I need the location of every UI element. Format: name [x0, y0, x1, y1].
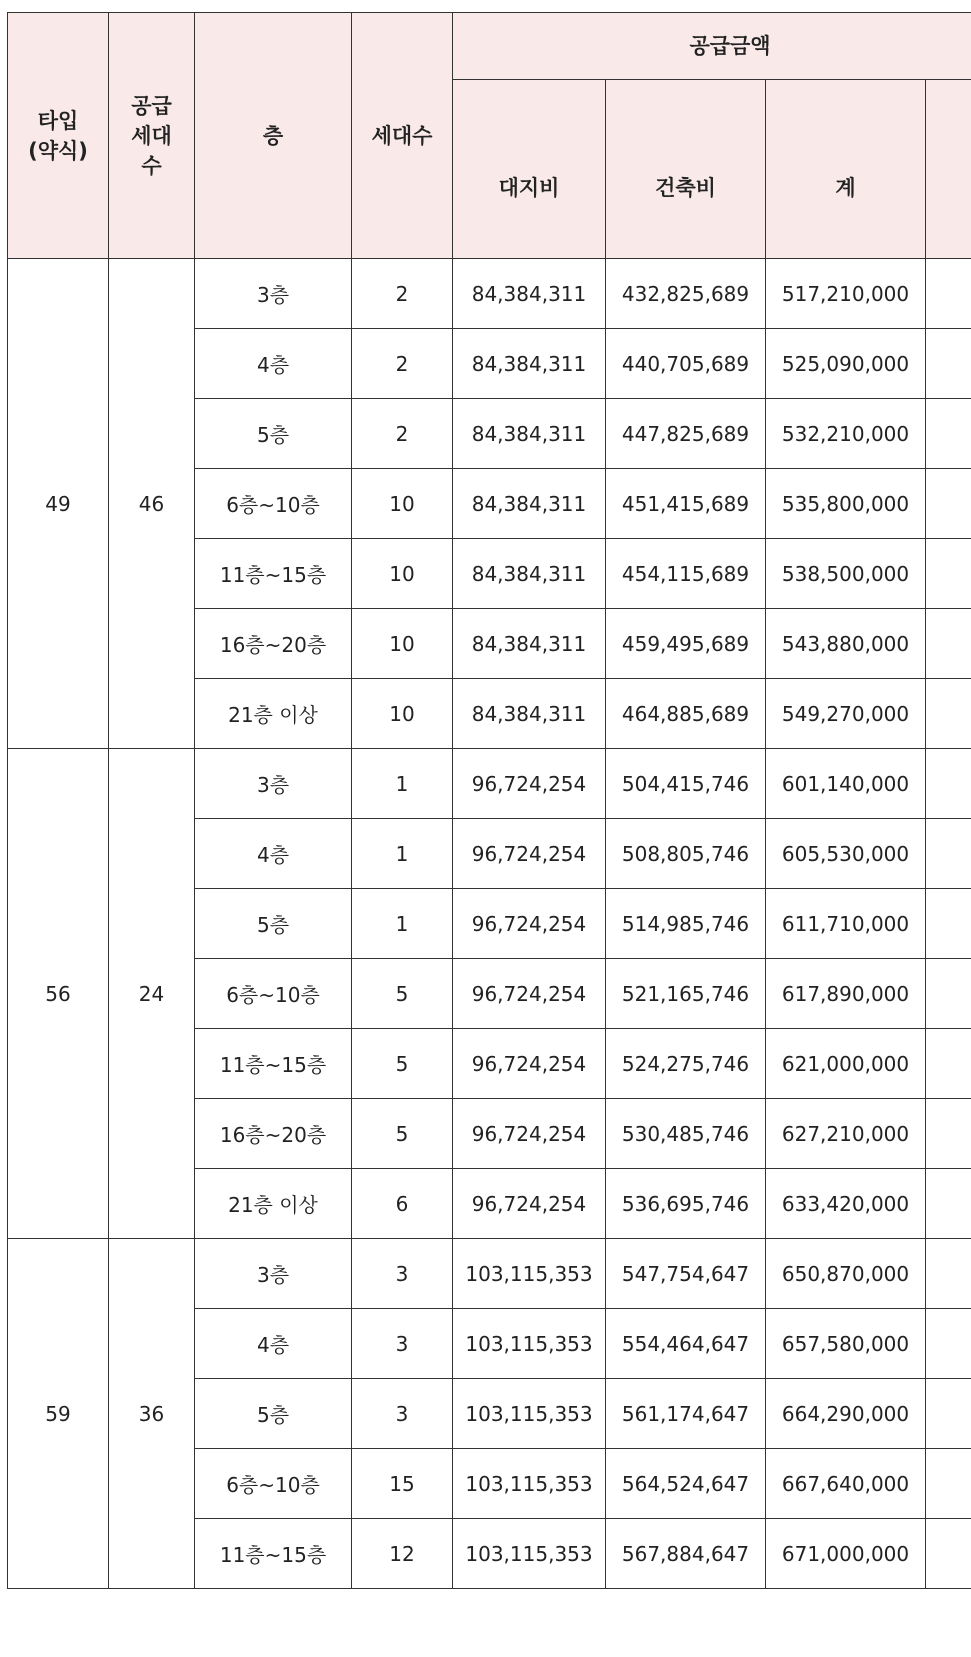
header-units: 세대수 [352, 13, 453, 259]
extra-cell [926, 1099, 971, 1169]
land-cost-cell: 96,724,254 [453, 889, 606, 959]
building-cost-cell: 454,115,689 [606, 539, 766, 609]
extra-cell [926, 1239, 971, 1309]
units-cell: 1 [352, 889, 453, 959]
total-cell: 664,290,000 [766, 1379, 926, 1449]
land-cost-cell: 103,115,353 [453, 1449, 606, 1519]
total-cell: 611,710,000 [766, 889, 926, 959]
units-cell: 2 [352, 329, 453, 399]
total-cell: 650,870,000 [766, 1239, 926, 1309]
units-cell: 2 [352, 259, 453, 329]
extra-cell [926, 959, 971, 1029]
floor-cell: 4층 [195, 329, 352, 399]
extra-cell [926, 1449, 971, 1519]
land-cost-cell: 84,384,311 [453, 259, 606, 329]
table-row [8, 259, 971, 329]
total-cell: 633,420,000 [766, 1169, 926, 1239]
total-cell: 671,000,000 [766, 1519, 926, 1589]
extra-cell [926, 819, 971, 889]
floor-cell: 6층~10층 [195, 469, 352, 539]
type-cell: 56 [8, 749, 109, 1239]
land-cost-cell: 103,115,353 [453, 1379, 606, 1449]
land-cost-cell: 96,724,254 [453, 819, 606, 889]
units-cell: 6 [352, 1169, 453, 1239]
land-cost-cell: 96,724,254 [453, 1029, 606, 1099]
building-cost-cell: 536,695,746 [606, 1169, 766, 1239]
land-cost-cell: 84,384,311 [453, 609, 606, 679]
building-cost-cell: 530,485,746 [606, 1099, 766, 1169]
land-cost-cell: 84,384,311 [453, 469, 606, 539]
total-cell: 657,580,000 [766, 1309, 926, 1379]
units-cell: 10 [352, 679, 453, 749]
supply-units-cell: 36 [109, 1239, 195, 1589]
total-cell: 525,090,000 [766, 329, 926, 399]
building-cost-cell: 521,165,746 [606, 959, 766, 1029]
total-cell: 517,210,000 [766, 259, 926, 329]
supply-price-table [7, 12, 971, 1589]
land-cost-cell: 96,724,254 [453, 749, 606, 819]
building-cost-cell: 564,524,647 [606, 1449, 766, 1519]
floor-cell: 11층~15층 [195, 539, 352, 609]
extra-cell [926, 749, 971, 819]
land-cost-cell: 103,115,353 [453, 1239, 606, 1309]
table-row [8, 1239, 971, 1309]
units-cell: 5 [352, 1099, 453, 1169]
header-land-cost: 대지비 [453, 80, 606, 259]
total-cell: 605,530,000 [766, 819, 926, 889]
units-cell: 12 [352, 1519, 453, 1589]
floor-cell: 11층~15층 [195, 1029, 352, 1099]
units-cell: 3 [352, 1309, 453, 1379]
floor-cell: 11층~15층 [195, 1519, 352, 1589]
land-cost-cell: 103,115,353 [453, 1519, 606, 1589]
floor-cell: 4층 [195, 819, 352, 889]
building-cost-cell: 432,825,689 [606, 259, 766, 329]
floor-cell: 5층 [195, 889, 352, 959]
total-cell: 543,880,000 [766, 609, 926, 679]
building-cost-cell: 440,705,689 [606, 329, 766, 399]
total-cell: 532,210,000 [766, 399, 926, 469]
floor-cell: 16층~20층 [195, 1099, 352, 1169]
header-building-cost: 건축비 [606, 80, 766, 259]
units-cell: 1 [352, 819, 453, 889]
type-cell: 59 [8, 1239, 109, 1589]
table-row [8, 749, 971, 819]
building-cost-cell: 464,885,689 [606, 679, 766, 749]
total-cell: 667,640,000 [766, 1449, 926, 1519]
total-cell: 601,140,000 [766, 749, 926, 819]
extra-cell [926, 1519, 971, 1589]
units-cell: 15 [352, 1449, 453, 1519]
floor-cell: 3층 [195, 1239, 352, 1309]
units-cell: 2 [352, 399, 453, 469]
total-cell: 617,890,000 [766, 959, 926, 1029]
supply-units-cell: 46 [109, 259, 195, 749]
floor-cell: 3층 [195, 259, 352, 329]
floor-cell: 6층~10층 [195, 1449, 352, 1519]
building-cost-cell: 504,415,746 [606, 749, 766, 819]
extra-cell [926, 1379, 971, 1449]
building-cost-cell: 567,884,647 [606, 1519, 766, 1589]
extra-cell [926, 1169, 971, 1239]
units-cell: 10 [352, 539, 453, 609]
total-cell: 621,000,000 [766, 1029, 926, 1099]
header-extra-column [926, 80, 971, 259]
building-cost-cell: 561,174,647 [606, 1379, 766, 1449]
units-cell: 1 [352, 749, 453, 819]
land-cost-cell: 84,384,311 [453, 399, 606, 469]
floor-cell: 21층 이상 [195, 679, 352, 749]
header-total: 계 [766, 80, 926, 259]
header-floor: 층 [195, 13, 352, 259]
building-cost-cell: 508,805,746 [606, 819, 766, 889]
type-cell: 49 [8, 259, 109, 749]
building-cost-cell: 524,275,746 [606, 1029, 766, 1099]
total-cell: 549,270,000 [766, 679, 926, 749]
extra-cell [926, 399, 971, 469]
table-body [8, 259, 971, 1589]
land-cost-cell: 84,384,311 [453, 329, 606, 399]
header-supply-price: 공급금액 [453, 13, 971, 80]
land-cost-cell: 96,724,254 [453, 1099, 606, 1169]
supply-units-cell: 24 [109, 749, 195, 1239]
extra-cell [926, 469, 971, 539]
units-cell: 10 [352, 609, 453, 679]
land-cost-cell: 84,384,311 [453, 539, 606, 609]
extra-cell [926, 539, 971, 609]
floor-cell: 3층 [195, 749, 352, 819]
building-cost-cell: 514,985,746 [606, 889, 766, 959]
header-supply-units: 공급 세대 수 [109, 13, 195, 259]
extra-cell [926, 329, 971, 399]
land-cost-cell: 103,115,353 [453, 1309, 606, 1379]
header-type: 타입 (약식) [8, 13, 109, 259]
header-row-top [8, 13, 971, 80]
total-cell: 627,210,000 [766, 1099, 926, 1169]
units-cell: 3 [352, 1239, 453, 1309]
extra-cell [926, 609, 971, 679]
extra-cell [926, 889, 971, 959]
extra-cell [926, 679, 971, 749]
floor-cell: 6층~10층 [195, 959, 352, 1029]
extra-cell [926, 1309, 971, 1379]
floor-cell: 21층 이상 [195, 1169, 352, 1239]
total-cell: 535,800,000 [766, 469, 926, 539]
building-cost-cell: 554,464,647 [606, 1309, 766, 1379]
land-cost-cell: 84,384,311 [453, 679, 606, 749]
building-cost-cell: 547,754,647 [606, 1239, 766, 1309]
building-cost-cell: 447,825,689 [606, 399, 766, 469]
floor-cell: 16층~20층 [195, 609, 352, 679]
extra-cell [926, 259, 971, 329]
land-cost-cell: 96,724,254 [453, 959, 606, 1029]
units-cell: 5 [352, 1029, 453, 1099]
building-cost-cell: 451,415,689 [606, 469, 766, 539]
floor-cell: 4층 [195, 1309, 352, 1379]
total-cell: 538,500,000 [766, 539, 926, 609]
building-cost-cell: 459,495,689 [606, 609, 766, 679]
land-cost-cell: 96,724,254 [453, 1169, 606, 1239]
units-cell: 3 [352, 1379, 453, 1449]
units-cell: 10 [352, 469, 453, 539]
extra-cell [926, 1029, 971, 1099]
floor-cell: 5층 [195, 399, 352, 469]
units-cell: 5 [352, 959, 453, 1029]
floor-cell: 5층 [195, 1379, 352, 1449]
